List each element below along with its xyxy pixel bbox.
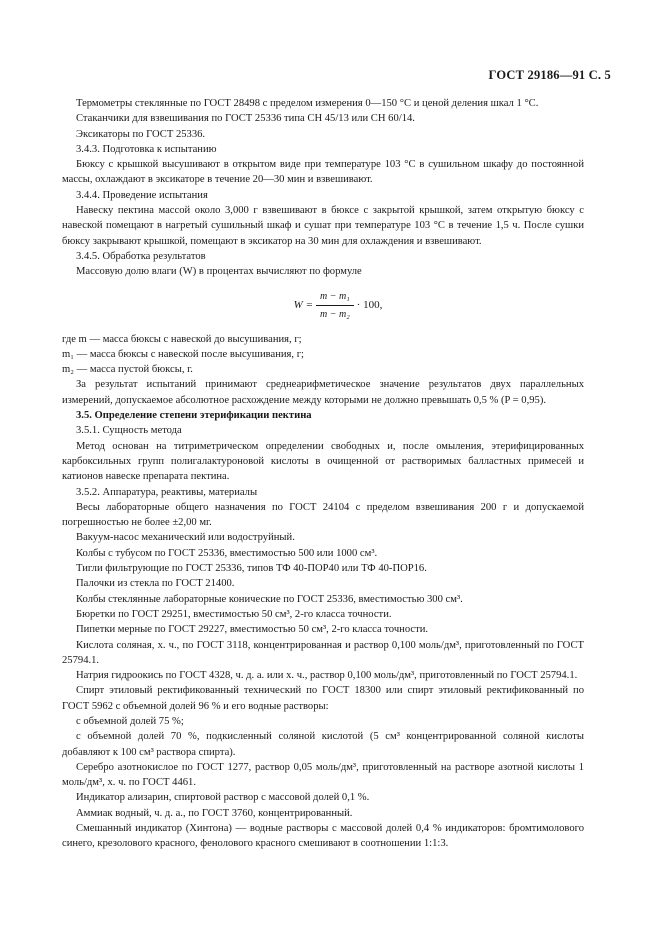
page-header: ГОСТ 29186—91 С. 5 (488, 68, 611, 82)
paragraph: Натрия гидроокись по ГОСТ 4328, ч. д. а. или х. ч., раствор 0,100 моль/дм³, приготовленный по ГОСТ 25794.1. (76, 670, 578, 682)
paragraph: Метод основан на титриметрическом определении свободных и, после омыления, этерифицированных карбоксильных групп полигалактуроновой кислоты в очищенной от растворимых балластных примесей и катионов навеске препарата пектина. (62, 440, 584, 483)
paragraph: Бюретки по ГОСТ 29251, вместимостью 50 см³, 2-го класса точности. (76, 608, 392, 620)
paragraph: Эксикаторы по ГОСТ 25336. (76, 128, 206, 140)
paragraph: 3.4.5. Обработка результатов (76, 250, 206, 262)
paragraph: Серебро азотнокислое по ГОСТ 1277, раствор 0,05 моль/дм³, приготовленный на растворе азотной кислоты 1 моль/дм³, х. ч. по ГОСТ 4461. (62, 761, 584, 789)
moisture-formula (92, 284, 584, 328)
paragraph: с объемной долей 70 %, подкисленный соляной кислотой (5 см³ концентрированной соляной кислоты добавляют к 100 см³ раствора спирта). (62, 731, 584, 758)
paragraph: Индикатор ализарин, спиртовой раствор с массовой долей 0,1 %. (76, 792, 370, 804)
paragraph: Весы лабораторные общего назначения по ГОСТ 24104 с пределом взвешивания 200 г и допускаемой погрешностью не более ±2,00 мг. (62, 501, 584, 529)
paragraph: Спирт этиловый ректификованный технический по ГОСТ 18300 или спирт этиловый ректификованный по ГОСТ 5962 с объемной долей 96 % и его водные растворы: (62, 685, 584, 712)
paragraph: 3.5.1. Сущность метода (76, 425, 182, 437)
paragraph: 3.4.4. Проведение испытания (76, 189, 208, 201)
paragraph: m₁ — масса бюксы с навеской после высушивания, г; (62, 348, 304, 360)
paragraph: Аммиак водный, ч. д. а., по ГОСТ 3760, концентрированный. (76, 807, 353, 819)
paragraph: Кислота соляная, х. ч., по ГОСТ 3118, концентрированная и раствор 0,100 моль/дм³, приготовленный по ГОСТ 25794.1. (62, 639, 584, 666)
paragraph: 3.5.2. Аппаратура, реактивы, материалы (76, 486, 258, 498)
paragraph: Палочки из стекла по ГОСТ 21400. (76, 578, 235, 590)
paragraph: Колбы стеклянные лабораторные конические по ГОСТ 25336, вместимостью 300 см³. (76, 593, 463, 605)
paragraph: с объемной долей 75 %; (76, 715, 184, 727)
paragraph: 3.4.3. Подготовка к испытанию (76, 143, 217, 155)
section-3-5-text (62, 377, 584, 851)
paragraph: Тигли фильтрующие по ГОСТ 25336, типов ТФ 40-ПОР40 или ТФ 40-ПОР16. (76, 563, 427, 575)
formula-fraction (316, 289, 354, 323)
paragraph: Вакуум-насос механический или водоструйный. (76, 532, 295, 544)
paragraph: Смешанный индикатор (Хинтона) — водные растворы с массовой долей 0,4 % индикаторов: бромтимолового синего, крезолового красного, фенолового красного смешивают в соотношении 1:1:3. (62, 823, 584, 850)
paragraph: Бюксу с крышкой высушивают в открытом виде при температуре 103 °С в сушильном шкафу до постоянной массы, охлаждают в эксикаторе в течение 20—30 мин и взвешивают. (62, 159, 584, 186)
formula-denominator: m − m₂ (320, 309, 350, 321)
formula-legend (62, 332, 584, 378)
paragraph: 3.5. Определение степени этерификации пектина (76, 410, 312, 422)
paragraph: Стаканчики для взвешивания по ГОСТ 25336 типа СН 45/13 или СН 60/14. (76, 113, 415, 125)
formula-rhs: · 100, (356, 298, 383, 311)
document-body (62, 96, 584, 852)
paragraph: Массовую долю влаги (W) в процентах вычисляют по формуле (76, 266, 362, 278)
paragraph: За результат испытаний принимают среднеарифметическое значение результатов двух параллельных измерений, допускаемое абсолютное расхождение между которыми не должно превышать 0,5 % (P = 0,95). (62, 379, 584, 406)
paragraph: Термометры стеклянные по ГОСТ 28498 с пределом измерения 0—150 °С и ценой деления шкал 1 °С. (76, 98, 539, 109)
paragraph: Пипетки мерные по ГОСТ 29227, вместимостью 50 см³, 2-го класса точности. (76, 624, 429, 636)
paragraph: Колбы с тубусом по ГОСТ 25336, вместимостью 500 или 1000 см³. (76, 547, 378, 559)
formula-numerator: m − m₁ (316, 289, 354, 306)
paragraph: m₂ — масса пустой бюксы, г. (62, 364, 193, 376)
paragraph: где m — масса бюксы с навеской до высушивания, г; (62, 333, 302, 345)
section-3-4-text (62, 96, 584, 280)
paragraph: Навеску пектина массой около 3,000 г взвешивают в бюксе с закрытой крышкой, затем открытую бюксу с навеской помещают в нагретый сушильный шкаф и сушат при температуре 103 °С в течение 1,5 ч. После сушки бюксу закрывают крышкой, помещают в эксикатор на 30 мин для охлаждения и взвешивают. (62, 205, 584, 247)
formula-lhs: W = (293, 298, 313, 311)
